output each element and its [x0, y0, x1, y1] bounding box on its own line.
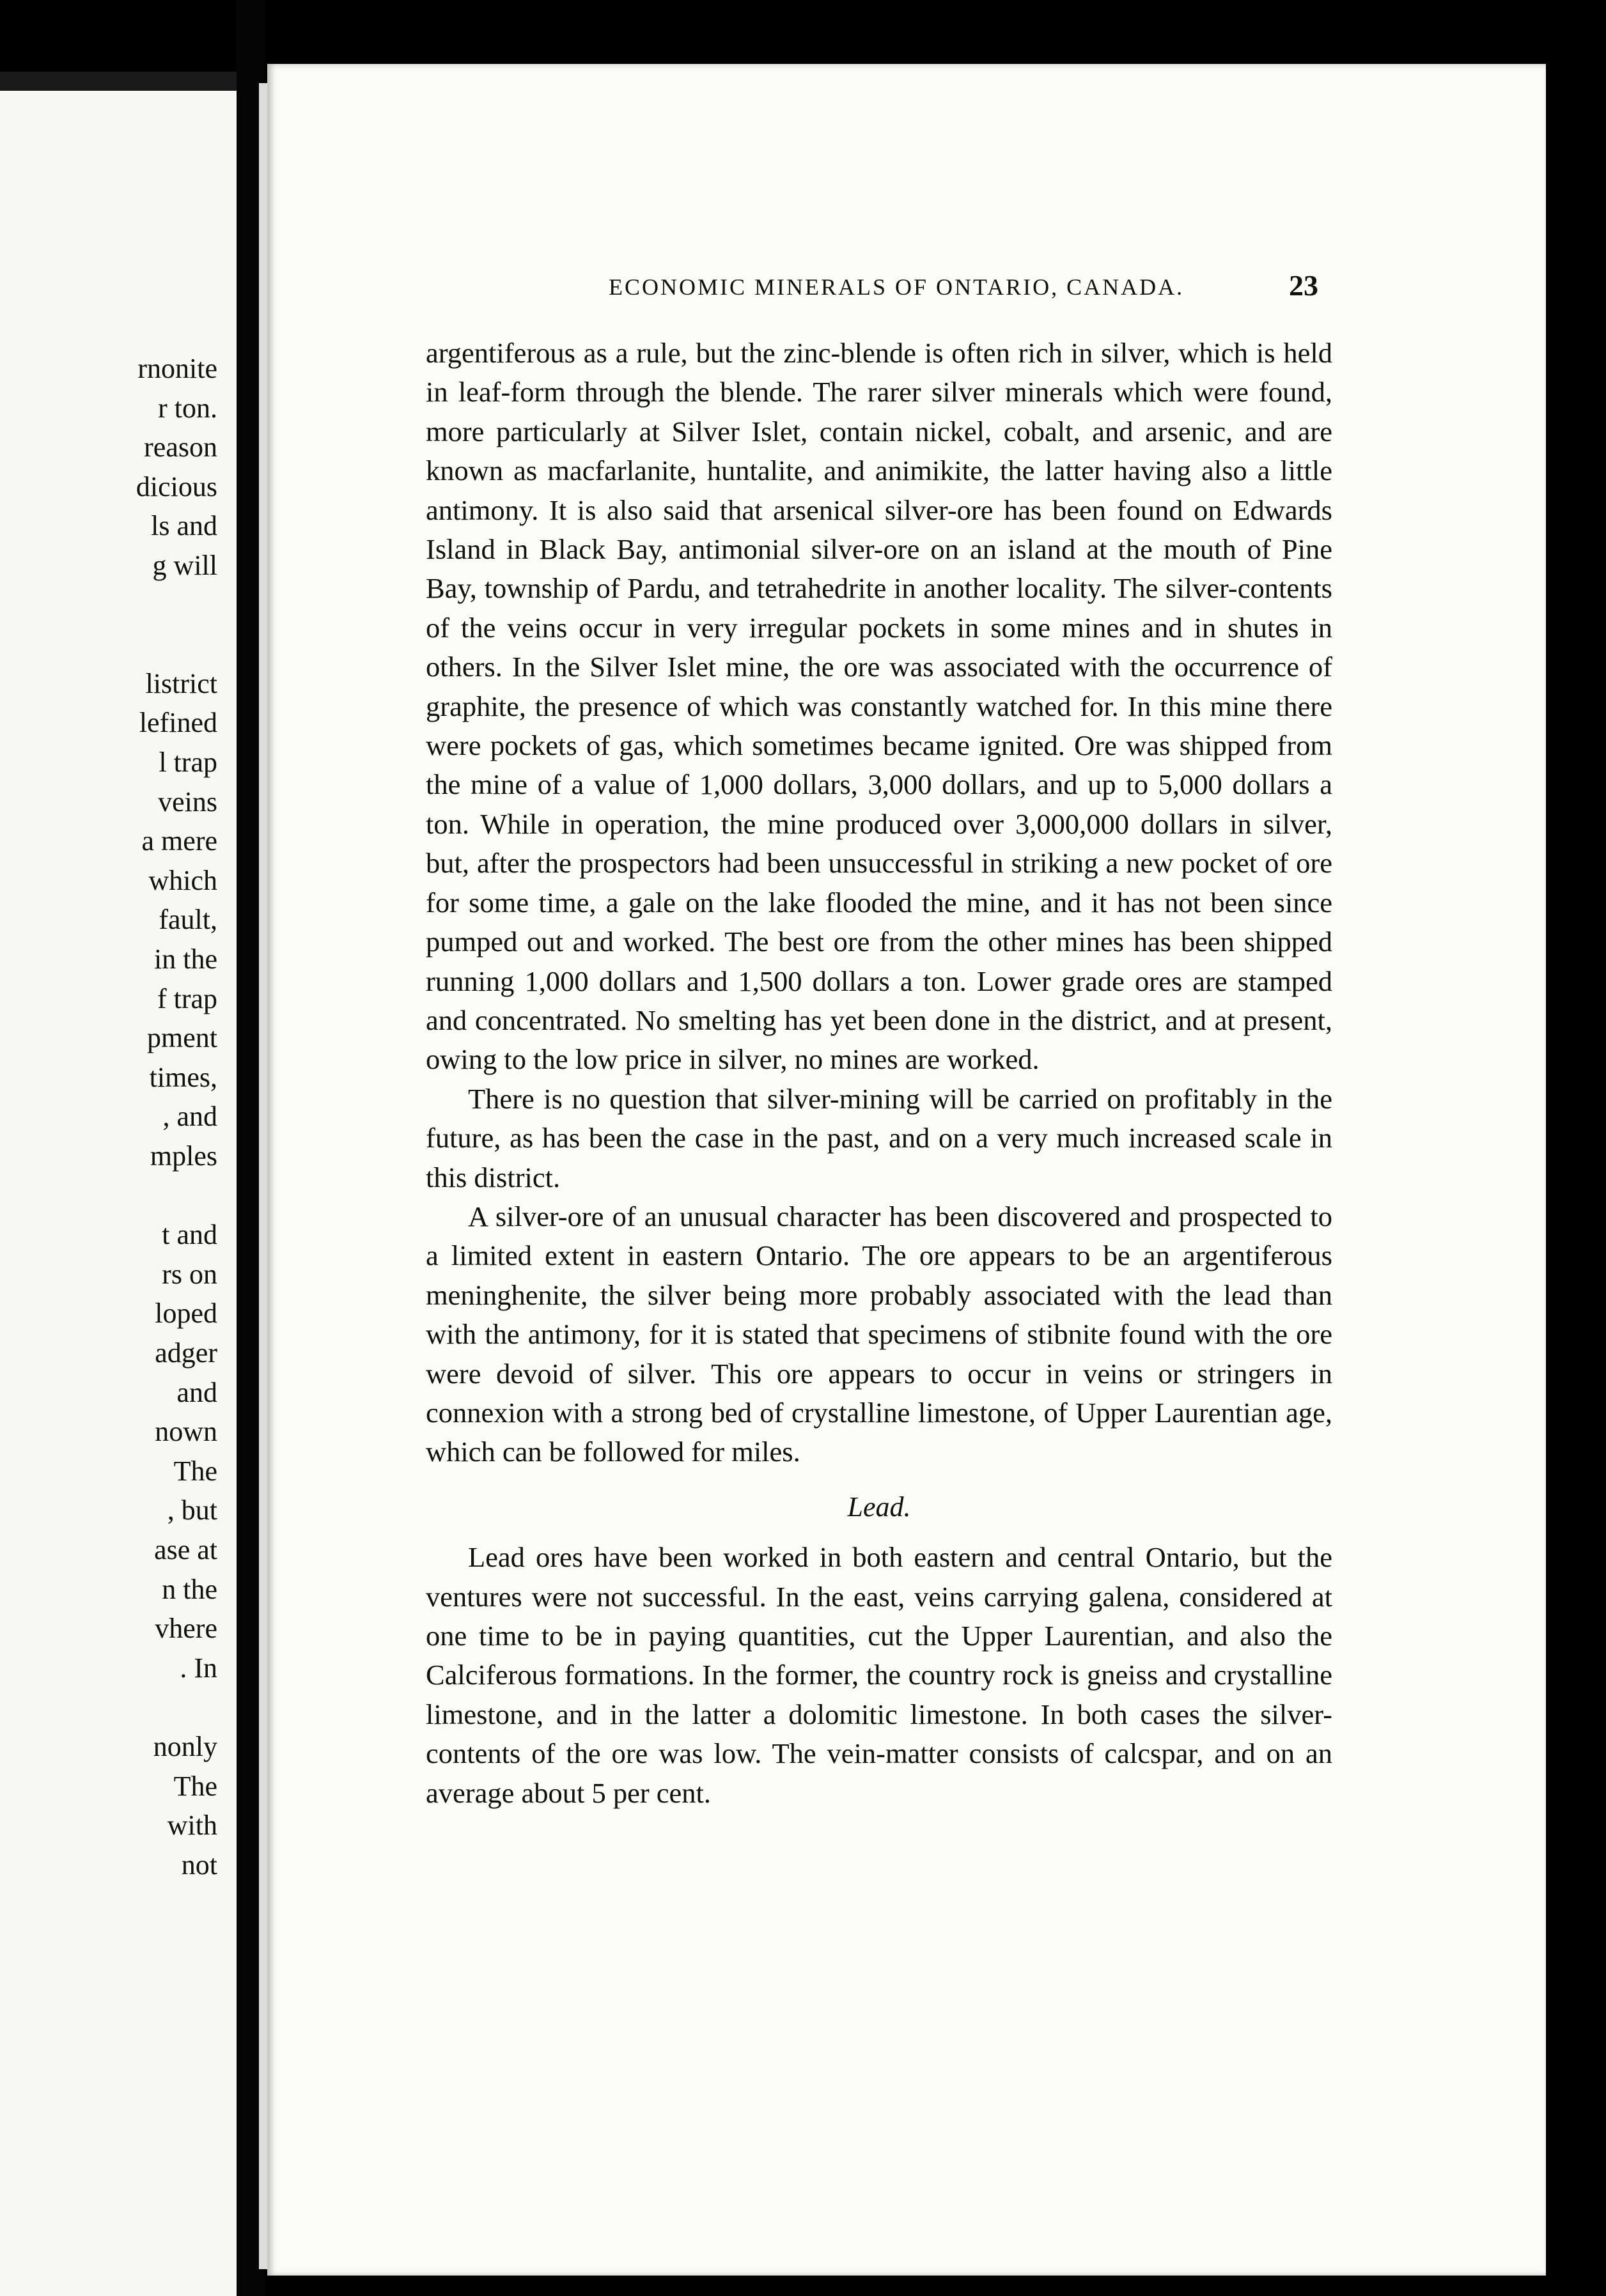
- page-edge: [259, 83, 268, 2269]
- facing-page-line: nown: [155, 1416, 217, 1448]
- facing-page-line: f trap: [157, 982, 217, 1014]
- facing-page-line: in the: [154, 943, 217, 975]
- facing-page-line: rs on: [162, 1258, 217, 1290]
- facing-page-line: and: [176, 1376, 217, 1408]
- facing-page-line: The: [173, 1770, 217, 1802]
- facing-page-line: times,: [149, 1061, 217, 1093]
- facing-page-line: listrict: [145, 667, 217, 699]
- facing-page-line: g will: [152, 550, 217, 581]
- facing-page-line: , but: [167, 1494, 217, 1526]
- paragraph: A silver-ore of an unusual character has been discovered and prospected to a limited extent in eastern Ontario. The ore appears to be an argentiferous meninghenite, the silver being more probably associated with the lead than with the antimony, for it is stated that specimens of stibnite found with the ore were devoid of silver. This ore appears to occur in veins or stringers in connexion with a strong bed of crystalline limestone, of Upper Laurentian age, which can be followed for miles.: [426, 1200, 1332, 1468]
- facing-page-line: not: [181, 1849, 217, 1881]
- section-heading: Lead.: [847, 1491, 911, 1523]
- facing-page-line: nonly: [153, 1731, 217, 1762]
- facing-page-line: reason: [144, 431, 217, 463]
- facing-page-line: ase at: [154, 1534, 217, 1565]
- facing-page-edge: [0, 72, 237, 91]
- facing-page: [0, 72, 237, 2296]
- facing-page-line: dicious: [136, 470, 217, 502]
- facing-page-line: ls and: [151, 510, 217, 542]
- facing-page-line: fault,: [159, 904, 217, 936]
- facing-page-line: pment: [147, 1022, 217, 1054]
- facing-page-line: vhere: [155, 1613, 217, 1645]
- running-head: ECONOMIC MINERALS OF ONTARIO, CANADA.: [609, 274, 1185, 300]
- facing-page-line: which: [148, 864, 217, 896]
- facing-page-line: a mere: [141, 825, 217, 857]
- facing-page-line: l trap: [159, 747, 217, 778]
- facing-page-line: mples: [150, 1140, 217, 1172]
- facing-page-line: loped: [155, 1298, 217, 1330]
- facing-page-line: adger: [155, 1337, 217, 1369]
- page-number: 23: [1289, 269, 1318, 302]
- facing-page-line: rnonite: [137, 353, 217, 384]
- facing-page-line: veins: [158, 786, 217, 818]
- facing-page-line: with: [167, 1810, 217, 1842]
- paragraph: Lead ores have been worked in both eastern and central Ontario, but the ventures were not successful. In the east, veins carrying galena, considered at one time to be in paying quantities, cut the Upper Laurentian, and also the Calciferous formations. In the former, the country rock is gneiss and crystalline limestone, and in the latter a dolomitic limestone. In both cases the silver-contents of the ore was low. The vein-matter consists of calcspar, and on an average about 5 per cent.: [426, 1541, 1332, 1809]
- facing-page-line: The: [173, 1455, 217, 1487]
- facing-page-line: . In: [180, 1652, 217, 1684]
- paragraph: argentiferous as a rule, but the zinc-blende is often rich in silver, which is held in leaf-form through the blende. The rarer silver minerals which were found, more particularly at Silver Islet, contain nickel, cobalt, and arsenic, and are known as macfarlanite, huntalite, and animikite, the latter having also a little antimony. It is also said that arsenical silver-ore has been found on Edwards Island in Black Bay, antimonial silver-ore on an island at the mouth of Pine Bay, township of Pardu, and tetrahedrite in another locality. The silver-contents of the veins occur in very irregular pockets in some mines and in shutes in others. In the Silver Islet mine, the ore was associated with the occurrence of graphite, the presence of which was constantly watched for. In this mine there were pockets of gas, which sometimes became ignited. Ore was shipped from the mine of a value of 1,000 dollars, 3,000 dollars, and up to 5,000 dollars a ton. While in operation, the mine produced over 3,000,000 dollars in silver, but, after the prospectors had been unsuccessful in striking a new pocket of ore for some time, a gale on the lake flooded the mine, and it has not been since pumped out and worked. The best ore from the other mines has been shipped running 1,000 dollars and 1,500 dollars a ton. Lower grade ores are stamped and concentrated. No smelting has yet been done in the district, and at present, owing to the low price in silver, no mines are worked.: [426, 337, 1332, 1076]
- scan-border: [1546, 64, 1606, 2296]
- paragraph: There is no question that silver-mining will be carried on profitably in the future, as has been the case in the past, and on a very much increased scale in this district.: [426, 1082, 1332, 1193]
- facing-page-line: t and: [162, 1219, 217, 1251]
- body-text: [426, 334, 1332, 1813]
- facing-page-line: lefined: [139, 707, 217, 739]
- facing-page-line: n the: [162, 1573, 217, 1605]
- facing-page-line: , and: [162, 1101, 217, 1133]
- facing-page-line: r ton.: [158, 392, 217, 424]
